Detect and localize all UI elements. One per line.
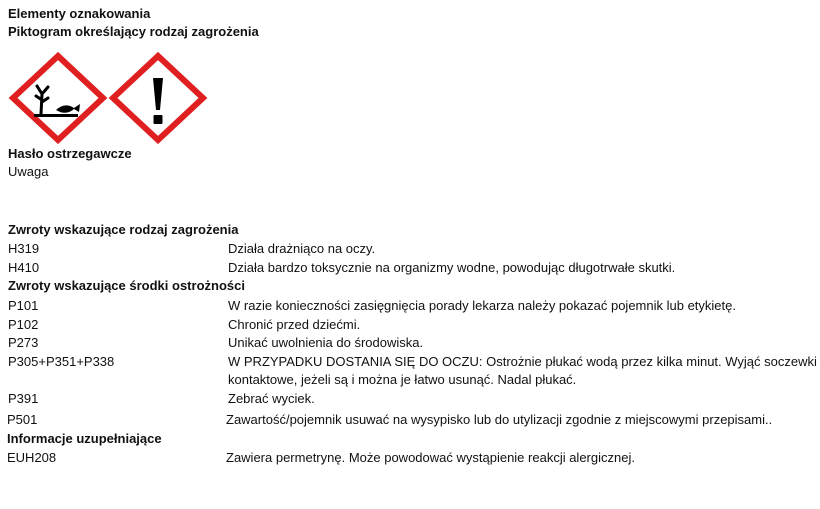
statement-code: P501 [7,412,38,427]
statement-text: W razie konieczności zasięgnięcia porady lekarza należy pokazać pojemnik lub etykietę. [228,298,736,313]
statement-text: Zebrać wyciek. [228,391,315,406]
environment-hazard-icon [8,52,108,144]
statement-text: Zawiera permetrynę. Może powodować wystąpienie reakcji alergicznej. [226,450,635,465]
precaution-heading: Zwroty wskazujące środki ostrożności [8,278,245,293]
signal-word-heading: Hasło ostrzegawcze [8,146,132,161]
statement-code: P273 [8,335,39,350]
statement-text-continuation: kontaktowe, jeżeli są i można je łatwo usunąć. Nadal płukać. [228,372,577,387]
statement-code: P391 [8,391,39,406]
section-title: Elementy oznakowania [8,6,151,21]
statement-code: P101 [8,298,39,313]
statement-text: Działa bardzo toksycznie na organizmy wodne, powodując długotrwałe skutki. [228,260,676,275]
statement-code: H319 [8,241,40,256]
clipped-next-line [0,468,120,474]
statement-code: P305+P351+P338 [8,354,115,369]
signal-word: Uwaga [8,164,49,179]
statement-text: Chronić przed dziećmi. [228,317,361,332]
statement-text: Zawartość/pojemnik usuwać na wysypisko lub do utylizacji zgodnie z miejscowymi przepisami.. [226,412,773,427]
statement-code: EUH208 [7,450,57,465]
hazard-heading: Zwroty wskazujące rodzaj zagrożenia [8,222,239,237]
statement-code: P102 [8,317,39,332]
exclamation-mark-icon [108,52,208,144]
statement-text: Działa drażniąco na oczy. [228,241,376,256]
statement-code: H410 [8,260,40,275]
supplementary-heading: Informacje uzupełniające [7,431,162,446]
statement-text: Unikać uwolnienia do środowiska. [228,335,424,350]
pictogram-heading: Piktogram określający rodzaj zagrożenia [8,24,259,39]
statement-text: W PRZYPADKU DOSTANIA SIĘ DO OCZU: Ostrożnie płukać wodą przez kilka minut. Wyjąć soczewki [228,354,817,369]
